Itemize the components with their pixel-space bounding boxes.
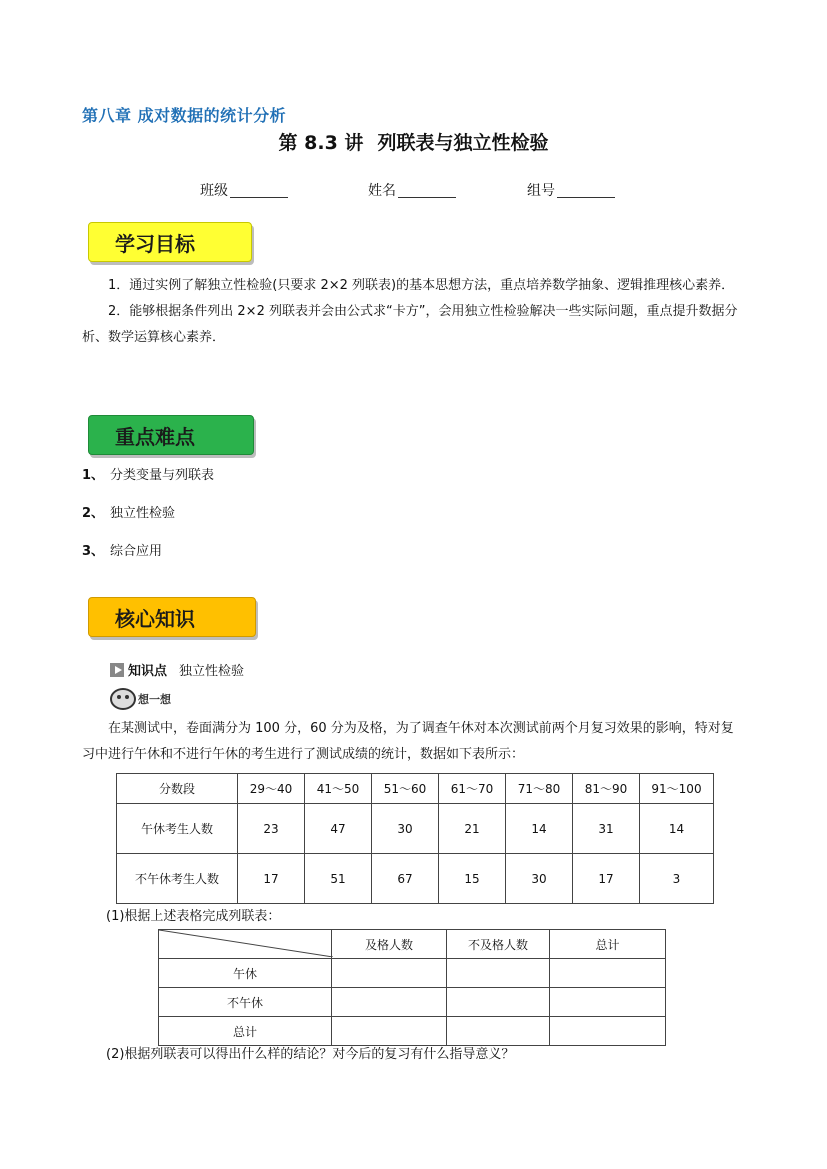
- group-field[interactable]: 组号: [527, 180, 615, 200]
- lecture-title: 列联表与独立性检验: [377, 132, 549, 154]
- objective-item: 1．通过实例了解独立性检验(只要求 2×2 列联表)的基本思想方法，重点培养数学抽象、逻辑推理核心素养．: [108, 278, 735, 293]
- knowledge-topic: 独立性检验: [179, 664, 245, 679]
- answer-cell[interactable]: [447, 959, 550, 988]
- objective-item: 2．能够根据条件列出 2×2 列联表并会由公式求“卡方”，会用独立性检验解决一些实际问题，重点提升数据分析、数学运算核心素养．: [82, 304, 738, 345]
- answer-cell[interactable]: [447, 1017, 550, 1046]
- name-field[interactable]: 姓名: [368, 180, 456, 200]
- chapter-heading: 第八章 成对数据的统计分析: [82, 106, 287, 125]
- answer-cell[interactable]: [332, 988, 447, 1017]
- answer-cell[interactable]: [332, 1017, 447, 1046]
- lecture-number: 第 8.3 讲: [278, 132, 364, 154]
- knowledge-point: [110, 660, 244, 679]
- answer-cell[interactable]: [550, 988, 666, 1017]
- table-row: 不午休考生人数 17 51 67 15 30 17 3: [117, 854, 714, 904]
- table-row: 不午休: [159, 988, 666, 1017]
- contingency-table: [158, 929, 666, 1046]
- play-icon: [110, 663, 124, 677]
- keypoint-item: 1、 分类变量与列联表: [82, 468, 215, 483]
- answer-cell[interactable]: [332, 959, 447, 988]
- think-marker: [110, 688, 171, 710]
- table-header-row: 分数段 29～40 41～50 51～60 61～70 71～80 81～90 91～100: [117, 774, 714, 804]
- table-row: 午休考生人数 23 47 30 21 14 31 14: [117, 804, 714, 854]
- knowledge-label: 知识点: [128, 664, 168, 679]
- objectives-list: [82, 273, 742, 351]
- score-table: [116, 773, 714, 904]
- diagonal-header-cell: [159, 930, 332, 959]
- table-row: 午休: [159, 959, 666, 988]
- think-label: 想一想: [138, 693, 171, 706]
- objectives-banner: 学习目标: [88, 222, 252, 262]
- question-1: (1)根据上述表格完成列联表：: [106, 909, 281, 924]
- keypoint-item: 3、 综合应用: [82, 544, 163, 559]
- table-row: 总计: [159, 1017, 666, 1046]
- class-field[interactable]: 班级: [200, 180, 288, 200]
- problem-intro: 在某测试中，卷面满分为 100 分，60 分为及格，为了调查午休对本次测试前两个月复习效果的影响，特对复习中进行午休和不进行午休的考生进行了测试成绩的统计，数据如下表所示：: [82, 721, 734, 762]
- page-title: [0, 128, 827, 155]
- table-header-row: 及格人数 不及格人数 总计: [159, 930, 666, 959]
- core-knowledge-banner: 核心知识: [88, 597, 256, 637]
- answer-cell[interactable]: [550, 959, 666, 988]
- thinking-face-icon: [110, 688, 136, 710]
- answer-cell[interactable]: [447, 988, 550, 1017]
- keypoints-banner: 重点难点: [88, 415, 254, 455]
- question-2: (2)根据列联表可以得出什么样的结论？对今后的复习有什么指导意义？: [106, 1047, 515, 1062]
- keypoint-item: 2、 独立性检验: [82, 506, 176, 521]
- answer-cell[interactable]: [550, 1017, 666, 1046]
